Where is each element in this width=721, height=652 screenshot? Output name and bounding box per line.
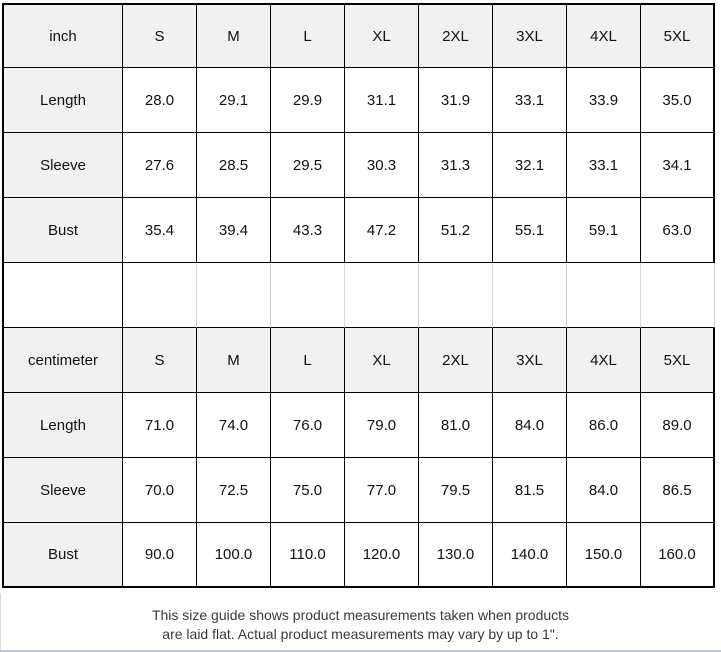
disclaimer-line-1: This size guide shows product measurements taken when products	[151, 607, 570, 623]
value-cell: 59.1	[567, 198, 641, 263]
size-header-cell: 4XL	[567, 328, 641, 393]
spacer-cell	[271, 263, 345, 328]
value-cell: 76.0	[271, 393, 345, 458]
spacer-cell	[641, 263, 715, 328]
spacer-cell	[197, 263, 271, 328]
value-cell: 71.0	[123, 393, 197, 458]
size-header-cell: 2XL	[419, 3, 493, 68]
size-chart-table	[2, 3, 715, 588]
value-cell: 31.1	[345, 68, 419, 133]
value-cell: 86.0	[567, 393, 641, 458]
value-cell: 79.5	[419, 458, 493, 523]
value-cell: 86.5	[641, 458, 715, 523]
value-cell: 72.5	[197, 458, 271, 523]
value-cell: 29.9	[271, 68, 345, 133]
spacer-cell	[2, 263, 123, 328]
value-cell: 28.5	[197, 133, 271, 198]
spacer-cell	[493, 263, 567, 328]
value-cell: 55.1	[493, 198, 567, 263]
value-cell: 29.5	[271, 133, 345, 198]
value-cell: 150.0	[567, 523, 641, 588]
value-cell: 90.0	[123, 523, 197, 588]
value-cell: 51.2	[419, 198, 493, 263]
value-cell: 47.2	[345, 198, 419, 263]
value-cell: 33.1	[493, 68, 567, 133]
size-header-cell: 3XL	[493, 328, 567, 393]
value-cell: 31.9	[419, 68, 493, 133]
measurement-label-cell: Sleeve	[2, 458, 123, 523]
size-header-cell: S	[123, 3, 197, 68]
size-header-cell: 5XL	[641, 3, 715, 68]
value-cell: 77.0	[345, 458, 419, 523]
size-header-cell: M	[197, 3, 271, 68]
value-cell: 160.0	[641, 523, 715, 588]
value-cell: 79.0	[345, 393, 419, 458]
value-cell: 81.0	[419, 393, 493, 458]
value-cell: 81.5	[493, 458, 567, 523]
value-cell: 28.0	[123, 68, 197, 133]
value-cell: 30.3	[345, 133, 419, 198]
unit-header-cell-inch: inch	[2, 3, 123, 68]
size-header-cell: 4XL	[567, 3, 641, 68]
spacer-cell	[419, 263, 493, 328]
value-cell: 35.0	[641, 68, 715, 133]
value-cell: 70.0	[123, 458, 197, 523]
measurement-label-cell: Length	[2, 68, 123, 133]
size-guide-disclaimer	[0, 606, 721, 644]
value-cell: 27.6	[123, 133, 197, 198]
size-header-cell: S	[123, 328, 197, 393]
measurement-label-cell: Sleeve	[2, 133, 123, 198]
value-cell: 75.0	[271, 458, 345, 523]
value-cell: 39.4	[197, 198, 271, 263]
value-cell: 74.0	[197, 393, 271, 458]
value-cell: 31.3	[419, 133, 493, 198]
size-header-cell: 2XL	[419, 328, 493, 393]
value-cell: 43.3	[271, 198, 345, 263]
size-header-cell: XL	[345, 3, 419, 68]
value-cell: 84.0	[567, 458, 641, 523]
value-cell: 33.9	[567, 68, 641, 133]
measurement-label-cell: Bust	[2, 523, 123, 588]
value-cell: 29.1	[197, 68, 271, 133]
value-cell: 89.0	[641, 393, 715, 458]
size-header-cell: M	[197, 328, 271, 393]
spacer-cell	[123, 263, 197, 328]
spacer-cell	[567, 263, 641, 328]
value-cell: 35.4	[123, 198, 197, 263]
measurement-label-cell: Bust	[2, 198, 123, 263]
value-cell: 63.0	[641, 198, 715, 263]
value-cell: 100.0	[197, 523, 271, 588]
measurement-label-cell: Length	[2, 393, 123, 458]
value-cell: 34.1	[641, 133, 715, 198]
value-cell: 130.0	[419, 523, 493, 588]
size-header-cell: L	[271, 328, 345, 393]
value-cell: 140.0	[493, 523, 567, 588]
unit-header-cell-centimeter: centimeter	[2, 328, 123, 393]
size-header-cell: L	[271, 3, 345, 68]
value-cell: 84.0	[493, 393, 567, 458]
value-cell: 33.1	[567, 133, 641, 198]
size-header-cell: 5XL	[641, 328, 715, 393]
disclaimer-line-2: are laid flat. Actual product measurements may vary by up to 1".	[162, 626, 559, 642]
value-cell: 110.0	[271, 523, 345, 588]
size-header-cell: XL	[345, 328, 419, 393]
value-cell: 32.1	[493, 133, 567, 198]
size-header-cell: 3XL	[493, 3, 567, 68]
value-cell: 120.0	[345, 523, 419, 588]
spacer-cell	[345, 263, 419, 328]
